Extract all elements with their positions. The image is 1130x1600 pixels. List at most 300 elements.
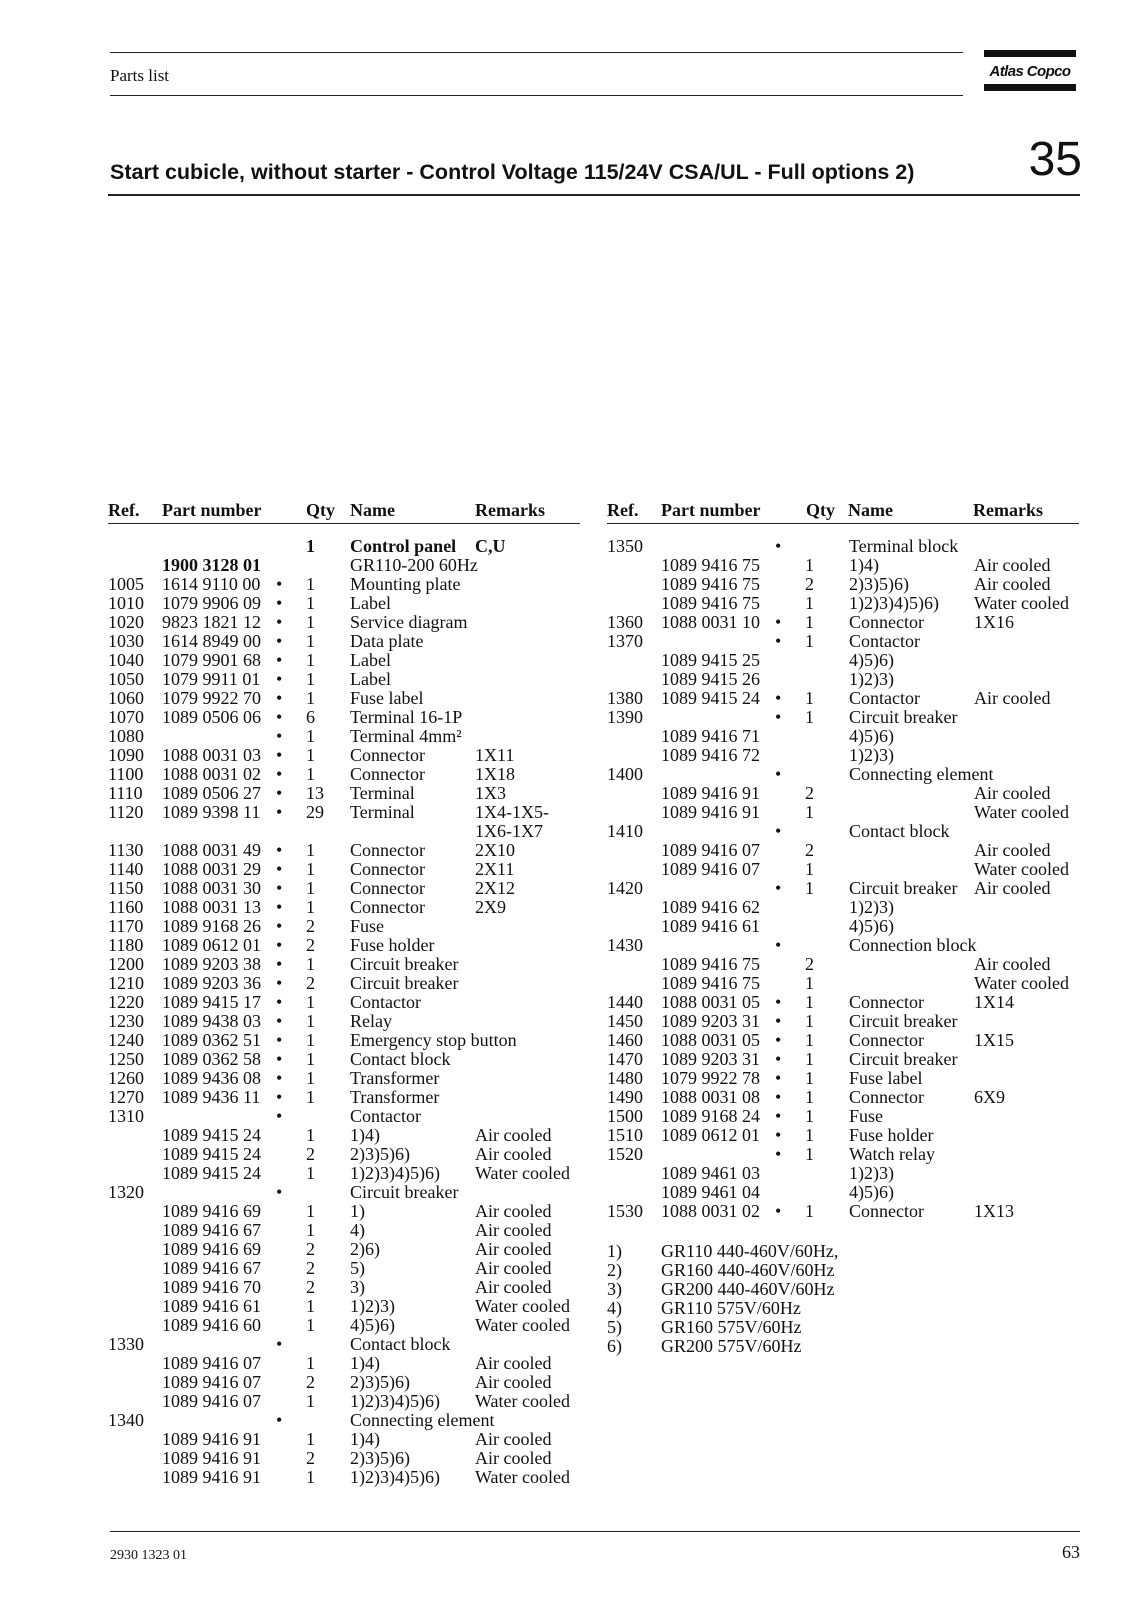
qty-cell: 1: [306, 859, 315, 879]
name-cell: Fuse: [849, 1106, 884, 1126]
part-number-cell: 1088 0031 29: [162, 859, 261, 879]
qty-cell: 2: [306, 1277, 315, 1297]
footnote-key: 3): [607, 1279, 622, 1299]
remarks-cell: Air cooled: [475, 1239, 552, 1259]
qty-cell: 1: [805, 973, 814, 993]
ref-cell: 1370: [607, 631, 643, 651]
part-number-cell: 1089 9415 26: [661, 669, 760, 689]
bullet-cell: •: [276, 612, 283, 632]
part-number-cell: 1089 9416 07: [162, 1391, 261, 1411]
part-number-cell: 1089 9416 07: [162, 1353, 261, 1373]
ref-cell: 1030: [108, 631, 144, 651]
ref-cell: 1460: [607, 1030, 643, 1050]
part-number-cell: 1089 0506 06: [162, 707, 261, 727]
footer-doc-number: 2930 1323 01: [110, 1548, 187, 1563]
qty-cell: 1: [306, 745, 315, 765]
qty-cell: 1: [306, 897, 315, 917]
qty-cell: 1: [805, 1201, 814, 1221]
qty-cell: 1: [805, 1125, 814, 1145]
bullet-cell: •: [775, 1087, 782, 1107]
ref-cell: 1480: [607, 1068, 643, 1088]
qty-cell: 1: [306, 1068, 315, 1088]
part-number-cell: 1089 0362 51: [162, 1030, 261, 1050]
part-number-cell: 1089 9416 70: [162, 1277, 261, 1297]
qty-cell: 1: [306, 840, 315, 860]
name-cell: Terminal: [350, 802, 415, 822]
part-number-cell: 1089 9203 31: [661, 1049, 760, 1069]
remarks-cell: Air cooled: [475, 1144, 552, 1164]
footer-rule: [110, 1531, 1080, 1532]
qty-cell: 1: [306, 1429, 315, 1449]
footnote-text: GR160 575V/60Hz: [661, 1317, 802, 1337]
part-number-cell: 1089 9416 62: [661, 897, 760, 917]
name-cell: Label: [350, 650, 391, 670]
remarks-cell: 2X12: [475, 878, 515, 898]
ref-cell: 1510: [607, 1125, 643, 1145]
part-number-cell: 1079 9911 01: [162, 669, 261, 689]
part-number-cell: 1079 9922 70: [162, 688, 261, 708]
qty-cell: 1: [805, 992, 814, 1012]
remarks-cell: 1X13: [974, 1201, 1014, 1221]
footnote-key: 1): [607, 1241, 622, 1261]
name-cell: Fuse label: [849, 1068, 923, 1088]
footnote-text: GR110 440-460V/60Hz,: [661, 1241, 839, 1261]
part-number-cell: 1089 9415 24: [661, 688, 760, 708]
name-cell: Connector: [350, 745, 425, 765]
part-number-cell: 1089 9416 75: [661, 593, 760, 613]
qty-cell: 1: [306, 1296, 315, 1316]
ref-cell: 1090: [108, 745, 144, 765]
name-cell: Terminal block: [849, 536, 959, 556]
col-header-ref: Ref.: [607, 500, 639, 520]
qty-cell: 1: [306, 1049, 315, 1069]
part-number-cell: 1088 0031 02: [661, 1201, 760, 1221]
name-cell: 1)2)3): [849, 897, 894, 917]
name-cell: Circuit breaker: [350, 1182, 459, 1202]
ref-cell: 1360: [607, 612, 643, 632]
header-bottom-rule: [110, 95, 963, 96]
remarks-cell: Air cooled: [974, 783, 1051, 803]
part-number-cell: 1089 9461 03: [661, 1163, 760, 1183]
part-number-cell: 1089 0612 01: [162, 935, 261, 955]
col-header-qty: Qty: [306, 500, 335, 520]
col-header-ref: Ref.: [108, 500, 140, 520]
name-cell: 4)5)6): [849, 726, 894, 746]
part-number-cell: 1088 0031 03: [162, 745, 261, 765]
name-cell: Fuse holder: [849, 1125, 934, 1145]
part-number-cell: 1089 9415 25: [661, 650, 760, 670]
remarks-cell: 2X10: [475, 840, 515, 860]
bullet-cell: •: [775, 821, 782, 841]
name-cell: 4)5)6): [849, 916, 894, 936]
name-cell: Circuit breaker: [849, 707, 958, 727]
footnote-text: GR200 440-460V/60Hz: [661, 1279, 835, 1299]
remarks-cell: Air cooled: [974, 688, 1051, 708]
qty-cell: 1: [805, 1030, 814, 1050]
name-cell: Connecting element: [350, 1410, 495, 1430]
bullet-cell: •: [276, 1011, 283, 1031]
ref-cell: 1010: [108, 593, 144, 613]
part-number-cell: 1089 9415 24: [162, 1144, 261, 1164]
ref-cell: 1050: [108, 669, 144, 689]
name-cell: 2)3)5)6): [350, 1372, 410, 1392]
ref-cell: 1250: [108, 1049, 144, 1069]
bullet-cell: •: [276, 1410, 283, 1430]
part-number-cell: 1089 9416 61: [661, 916, 760, 936]
ref-cell: 1160: [108, 897, 144, 917]
bullet-cell: •: [276, 650, 283, 670]
name-cell: Connector: [849, 1087, 924, 1107]
remarks-cell: Water cooled: [475, 1163, 571, 1183]
ref-cell: 1170: [108, 916, 144, 936]
name-cell: 1): [350, 1201, 365, 1221]
name-cell: Terminal 4mm²: [350, 726, 462, 746]
qty-cell: 1: [306, 878, 315, 898]
qty-cell: 1: [805, 631, 814, 651]
name-cell: Connector: [849, 1201, 924, 1221]
qty-cell: 1: [306, 1467, 315, 1487]
qty-cell: 29: [306, 802, 324, 822]
part-number-cell: 1088 0031 05: [661, 992, 760, 1012]
ref-cell: 1390: [607, 707, 643, 727]
name-cell: Connector: [849, 612, 924, 632]
qty-cell: 2: [805, 954, 814, 974]
ref-cell: 1230: [108, 1011, 144, 1031]
ref-cell: 1420: [607, 878, 643, 898]
col-header-qty: Qty: [806, 500, 835, 520]
remarks-cell: Air cooled: [475, 1448, 552, 1468]
ref-cell: 1490: [607, 1087, 643, 1107]
remarks-cell: Air cooled: [475, 1353, 552, 1373]
part-number-cell: 1089 9416 91: [162, 1467, 261, 1487]
name-cell: 4)5)6): [849, 650, 894, 670]
bullet-cell: •: [775, 688, 782, 708]
col-header-name: Name: [848, 500, 893, 520]
bullet-cell: •: [775, 1011, 782, 1031]
qty-cell: 13: [306, 783, 324, 803]
bullet-cell: •: [276, 707, 283, 727]
qty-cell: 1: [805, 1011, 814, 1031]
qty-cell: 1: [805, 1068, 814, 1088]
name-cell: Circuit breaker: [350, 973, 459, 993]
qty-cell: 1: [306, 1201, 315, 1221]
part-number-cell: 1089 9416 75: [661, 954, 760, 974]
remarks-cell: Water cooled: [974, 802, 1070, 822]
qty-cell: 2: [306, 1144, 315, 1164]
qty-cell: 1: [306, 650, 315, 670]
qty-cell: 1: [306, 612, 315, 632]
part-number-cell: 1088 0031 13: [162, 897, 261, 917]
part-number-cell: 1079 9906 09: [162, 593, 261, 613]
qty-cell: 2: [306, 973, 315, 993]
remarks-cell: Air cooled: [974, 878, 1051, 898]
qty-cell: 1: [306, 764, 315, 784]
qty-cell: 1: [805, 1087, 814, 1107]
remarks-cell: Water cooled: [974, 593, 1070, 613]
bullet-cell: •: [276, 669, 283, 689]
qty-cell: 1: [306, 1391, 315, 1411]
part-number-cell: 1089 9168 24: [661, 1106, 760, 1126]
qty-cell: 1: [805, 555, 814, 575]
footnote-text: GR110 575V/60Hz: [661, 1298, 801, 1318]
part-number-cell: 1089 9203 36: [162, 973, 261, 993]
name-cell: Contact block: [849, 821, 950, 841]
part-number-cell: 1089 9415 17: [162, 992, 261, 1012]
qty-cell: 1: [306, 536, 315, 556]
name-cell: 1)2)3)4)5)6): [350, 1163, 440, 1183]
ref-cell: 1150: [108, 878, 144, 898]
name-cell: Circuit breaker: [849, 878, 958, 898]
ref-cell: 1130: [108, 840, 144, 860]
remarks-cell: Air cooled: [974, 840, 1051, 860]
footnote-key: 6): [607, 1336, 622, 1356]
qty-cell: 1: [306, 593, 315, 613]
ref-cell: 1210: [108, 973, 144, 993]
name-cell: Connector: [849, 1030, 924, 1050]
name-cell: Data plate: [350, 631, 424, 651]
qty-cell: 2: [306, 1258, 315, 1278]
ref-cell: 1200: [108, 954, 144, 974]
col-header-part-number: Part number: [661, 500, 761, 520]
qty-cell: 1: [306, 1125, 315, 1145]
qty-cell: 2: [805, 783, 814, 803]
remarks-cell: Air cooled: [974, 555, 1051, 575]
ref-cell: 1450: [607, 1011, 643, 1031]
footer-page-number: 63: [1062, 1542, 1080, 1562]
qty-cell: 1: [805, 1106, 814, 1126]
footnote-key: 5): [607, 1317, 622, 1337]
qty-cell: 1: [805, 707, 814, 727]
ref-cell: 1005: [108, 574, 144, 594]
qty-cell: 1: [306, 574, 315, 594]
bullet-cell: •: [276, 1068, 283, 1088]
name-cell: 1)4): [350, 1125, 380, 1145]
part-number-cell: 1089 9436 11: [162, 1087, 261, 1107]
qty-cell: 1: [805, 1049, 814, 1069]
part-number-cell: 1089 9416 69: [162, 1239, 261, 1259]
qty-cell: 2: [805, 574, 814, 594]
ref-cell: 1530: [607, 1201, 643, 1221]
name-cell: Contactor: [350, 1106, 421, 1126]
qty-cell: 1: [805, 593, 814, 613]
qty-cell: 1: [805, 1144, 814, 1164]
remarks-cell: Air cooled: [475, 1372, 552, 1392]
qty-cell: 1: [306, 1220, 315, 1240]
name-cell: Connector: [350, 840, 425, 860]
remarks-cell: 1X18: [475, 764, 515, 784]
name-cell: Circuit breaker: [849, 1011, 958, 1031]
name-cell: Contactor: [849, 631, 920, 651]
part-number-cell: 1089 9416 61: [162, 1296, 261, 1316]
bullet-cell: •: [276, 688, 283, 708]
ref-cell: 1350: [607, 536, 643, 556]
name-cell: 4): [350, 1220, 365, 1240]
footnote-text: GR200 575V/60Hz: [661, 1336, 802, 1356]
name-cell: Transformer: [350, 1087, 440, 1107]
part-number-cell: 1089 0612 01: [661, 1125, 760, 1145]
part-number-cell: 1089 9461 04: [661, 1182, 760, 1202]
name-cell: Terminal 16-1P: [350, 707, 463, 727]
remarks-cell: 6X9: [974, 1087, 1005, 1107]
bullet-cell: •: [775, 1068, 782, 1088]
bullet-cell: •: [775, 1049, 782, 1069]
name-cell: Emergency stop button: [350, 1030, 517, 1050]
part-number-cell: 1089 9168 26: [162, 916, 261, 936]
part-number-cell: 1089 9416 91: [661, 802, 760, 822]
name-cell: 1)2)3)4)5)6): [849, 593, 939, 613]
bullet-cell: •: [775, 1030, 782, 1050]
part-number-cell: 1089 0362 58: [162, 1049, 261, 1069]
bullet-cell: •: [775, 707, 782, 727]
qty-cell: 2: [306, 1448, 315, 1468]
name-cell: Label: [350, 669, 391, 689]
part-number-cell: 1089 9416 07: [661, 859, 760, 879]
part-number-cell: 1089 9416 67: [162, 1220, 261, 1240]
title-rule: [108, 194, 1080, 196]
part-number-cell: 1089 9203 31: [661, 1011, 760, 1031]
bullet-cell: •: [276, 1087, 283, 1107]
remarks-cell: Air cooled: [475, 1220, 552, 1240]
ref-cell: 1220: [108, 992, 144, 1012]
part-number-cell: 1089 9416 75: [661, 574, 760, 594]
name-cell: Connector: [350, 878, 425, 898]
ref-cell: 1320: [108, 1182, 144, 1202]
part-number-cell: 1614 9110 00: [162, 574, 261, 594]
name-cell: Terminal: [350, 783, 415, 803]
part-number-cell: 1079 9922 78: [661, 1068, 760, 1088]
part-number-cell: 1089 9415 24: [162, 1125, 261, 1145]
remarks-cell: 2X9: [475, 897, 506, 917]
part-number-cell: 1089 9416 69: [162, 1201, 261, 1221]
bullet-cell: •: [276, 802, 283, 822]
footnote-key: 4): [607, 1298, 622, 1318]
part-number-cell: 1089 9416 91: [661, 783, 760, 803]
qty-cell: 1: [306, 1163, 315, 1183]
qty-cell: 2: [306, 1239, 315, 1259]
ref-cell: 1520: [607, 1144, 643, 1164]
bullet-cell: •: [276, 593, 283, 613]
bullet-cell: •: [276, 992, 283, 1012]
ref-cell: 1470: [607, 1049, 643, 1069]
part-number-cell: 1089 9416 91: [162, 1429, 261, 1449]
name-cell: 4)5)6): [849, 1182, 894, 1202]
bullet-cell: •: [276, 973, 283, 993]
qty-cell: 1: [805, 878, 814, 898]
bullet-cell: •: [775, 992, 782, 1012]
name-cell: 1)4): [849, 555, 879, 575]
name-cell: 2)3)5)6): [849, 574, 909, 594]
part-number-cell: 1089 9416 72: [661, 745, 760, 765]
name-cell: Mounting plate: [350, 574, 461, 594]
part-number-cell: 1089 9436 08: [162, 1068, 261, 1088]
ref-cell: 1430: [607, 935, 643, 955]
bullet-cell: •: [775, 878, 782, 898]
name-cell: Label: [350, 593, 391, 613]
name-cell: Fuse holder: [350, 935, 435, 955]
col-header-remarks: Remarks: [475, 500, 545, 520]
bullet-cell: •: [276, 840, 283, 860]
name-cell: Connecting element: [849, 764, 994, 784]
qty-cell: 2: [306, 1372, 315, 1392]
ref-cell: 1180: [108, 935, 144, 955]
part-number-cell: 1088 0031 10: [661, 612, 760, 632]
remarks-cell: 1X11: [475, 745, 515, 765]
name-cell: Fuse label: [350, 688, 424, 708]
name-cell: 2)6): [350, 1239, 380, 1259]
bullet-cell: •: [775, 1125, 782, 1145]
name-cell: Watch relay: [849, 1144, 936, 1164]
name-cell: Control panel: [350, 536, 457, 556]
part-number-cell: 1089 9416 07: [162, 1372, 261, 1392]
header-label: Parts list: [110, 66, 170, 85]
bullet-cell: •: [276, 783, 283, 803]
qty-cell: 2: [306, 935, 315, 955]
bullet-cell: •: [276, 897, 283, 917]
part-number-cell: 1089 9416 60: [162, 1315, 261, 1335]
ref-cell: 1400: [607, 764, 643, 784]
name-cell: 1)2)3): [849, 1163, 894, 1183]
qty-cell: 1: [306, 992, 315, 1012]
qty-cell: 1: [306, 1353, 315, 1373]
part-number-cell: 1089 9398 11: [162, 802, 261, 822]
name-cell: Relay: [350, 1011, 392, 1031]
part-number-cell: 9823 1821 12: [162, 612, 261, 632]
remarks-cell: 1X15: [974, 1030, 1014, 1050]
qty-cell: 1: [306, 688, 315, 708]
remarks-cell: Air cooled: [974, 954, 1051, 974]
bullet-cell: •: [276, 935, 283, 955]
qty-cell: 1: [306, 1030, 315, 1050]
qty-cell: 1: [805, 859, 814, 879]
remarks-cell: Air cooled: [475, 1277, 552, 1297]
remarks-cell: Air cooled: [475, 1258, 552, 1278]
qty-cell: 6: [306, 707, 315, 727]
qty-cell: 2: [805, 840, 814, 860]
remarks-cell: 1X16: [974, 612, 1014, 632]
table-header-rule: [108, 523, 580, 524]
ref-cell: 1140: [108, 859, 144, 879]
bullet-cell: •: [775, 1144, 782, 1164]
part-number-cell: 1900 3128 01: [162, 555, 261, 575]
remarks-cell: C,U: [475, 536, 506, 556]
part-number-cell: 1088 0031 02: [162, 764, 261, 784]
name-cell: 1)4): [350, 1353, 380, 1373]
bullet-cell: •: [276, 1030, 283, 1050]
name-cell: Circuit breaker: [350, 954, 459, 974]
remarks-cell: 1X3: [475, 783, 506, 803]
ref-cell: 1330: [108, 1334, 144, 1354]
bullet-cell: •: [276, 574, 283, 594]
name-cell: 2)3)5)6): [350, 1144, 410, 1164]
name-cell: GR110-200 60Hz: [350, 555, 478, 575]
remarks-cell: Air cooled: [475, 1125, 552, 1145]
name-cell: Fuse: [350, 916, 385, 936]
bullet-cell: •: [775, 1106, 782, 1126]
section-number: 35: [1028, 133, 1082, 186]
remarks-cell: Air cooled: [974, 574, 1051, 594]
part-number-cell: 1079 9901 68: [162, 650, 261, 670]
qty-cell: 1: [306, 954, 315, 974]
qty-cell: 1: [805, 802, 814, 822]
bullet-cell: •: [775, 631, 782, 651]
remarks-cell: 1X6-1X7: [475, 821, 543, 841]
ref-cell: 1310: [108, 1106, 144, 1126]
ref-cell: 1440: [607, 992, 643, 1012]
remarks-cell: Air cooled: [475, 1201, 552, 1221]
remarks-cell: 2X11: [475, 859, 515, 879]
name-cell: 5): [350, 1258, 365, 1278]
bullet-cell: •: [276, 878, 283, 898]
